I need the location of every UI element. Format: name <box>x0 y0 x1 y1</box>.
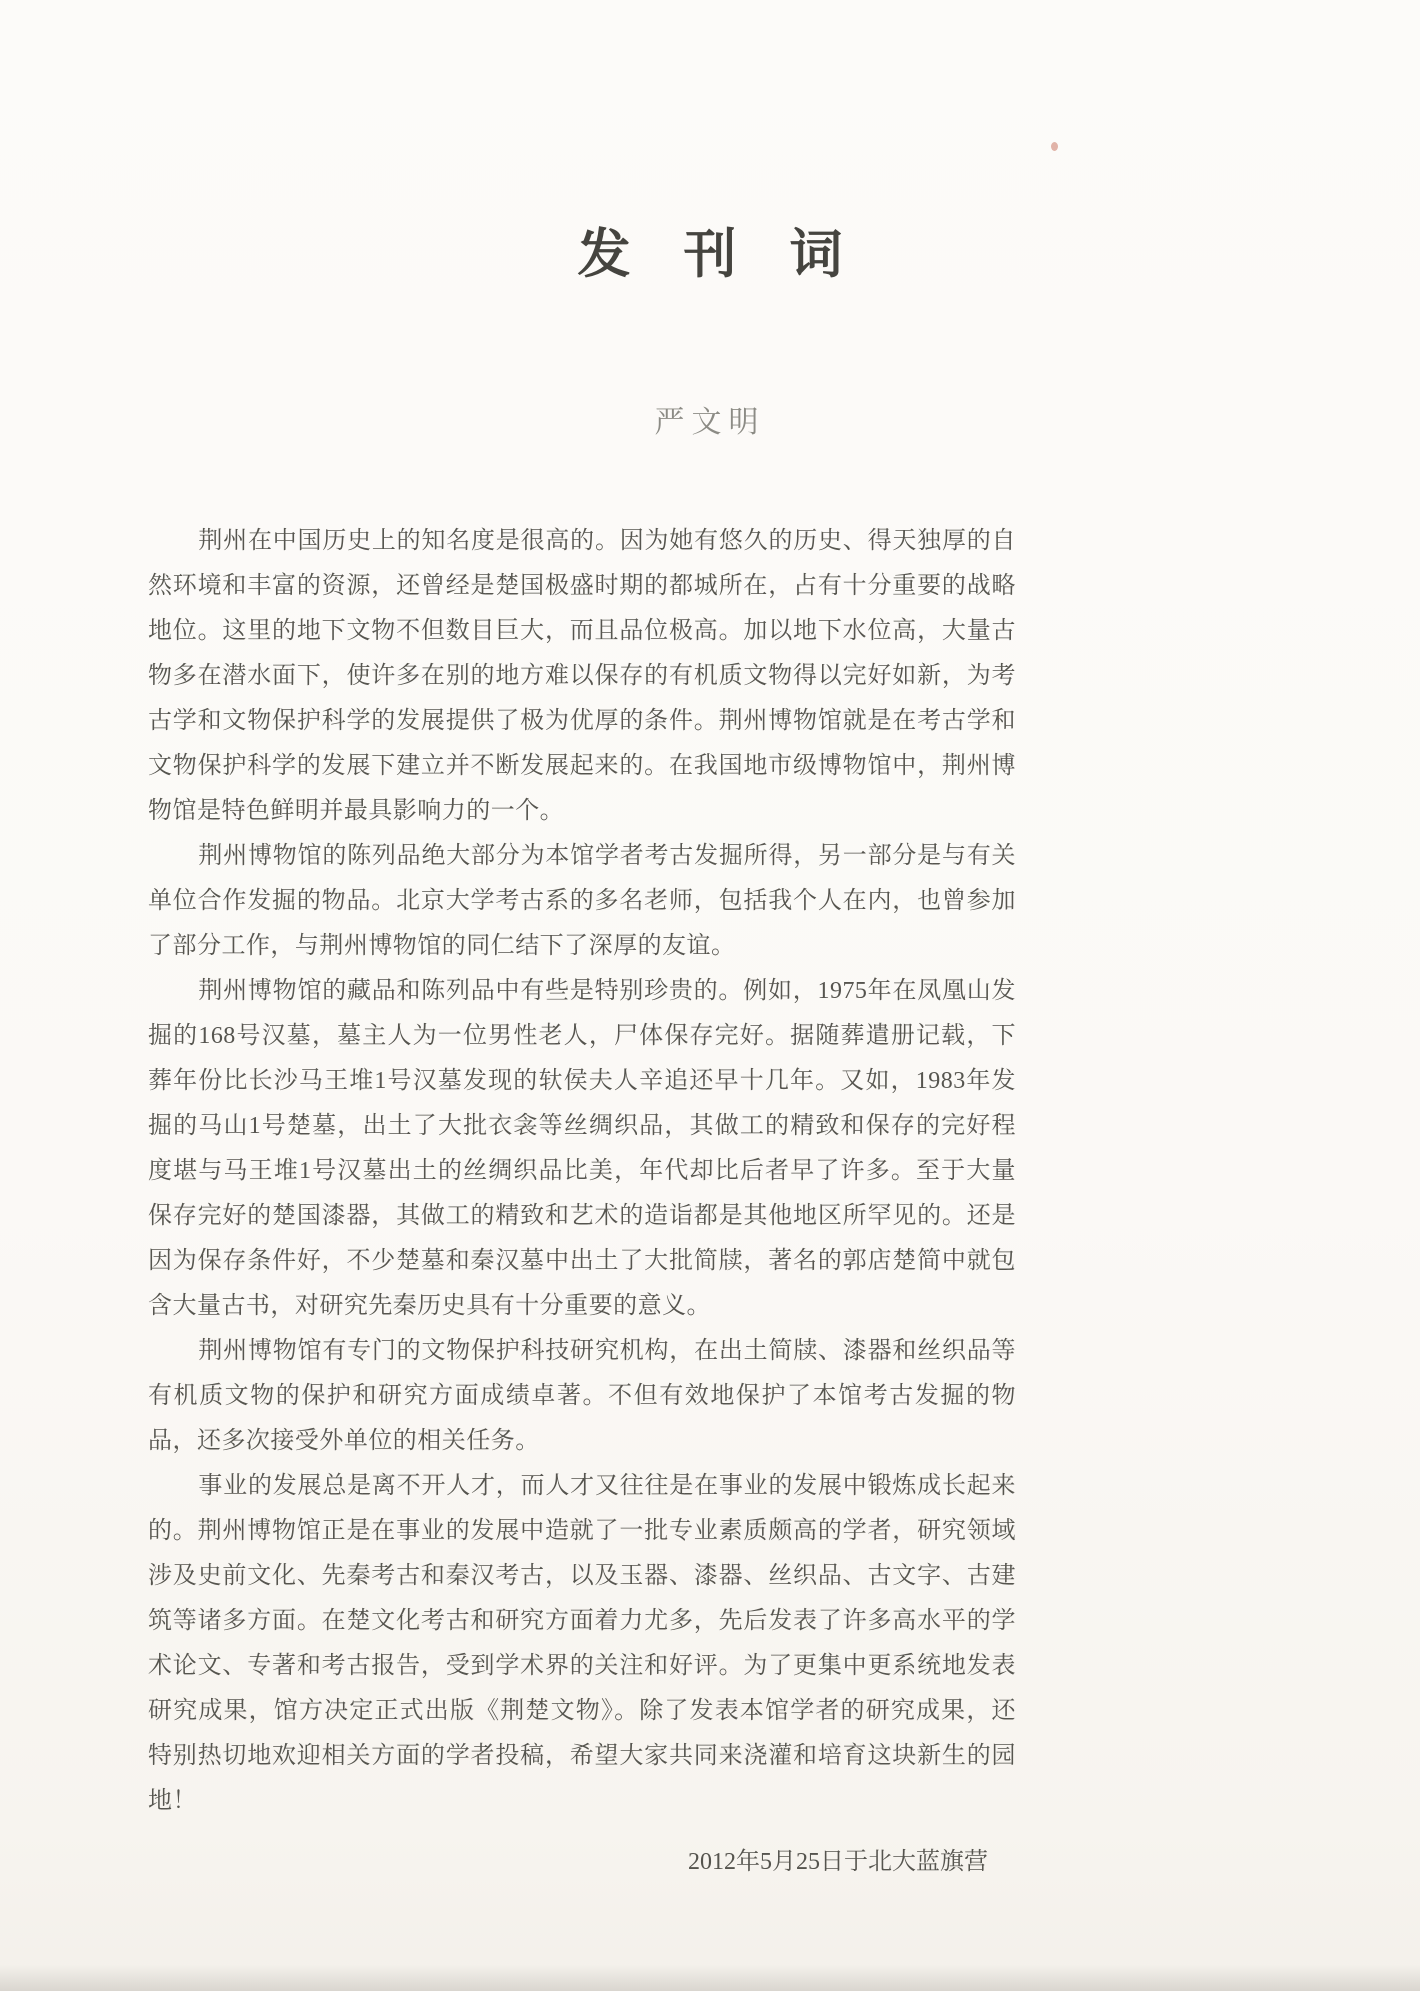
body-paragraph-4: 荆州博物馆有专门的文物保护科技研究机构，在出土简牍、漆器和丝织品等有机质文物的保护和研究方面成绩卓著。不但有效地保护了本馆考古发掘的物品，还多次接受外单位的相关任务。 <box>148 1338 1016 1454</box>
author-name: 严文明 <box>654 406 766 439</box>
page-title: 发 刊 词 <box>577 226 843 284</box>
body-paragraph-1: 荆州在中国历史上的知名度是很高的。因为她有悠久的历史、得天独厚的自然环境和丰富的资源，还曾经是楚国极盛时期的都城所在，占有十分重要的战略地位。这里的地下文物不但数目巨大，而且品位极高。加以地下水位高，大量古物多在潜水面下，使许多在别的地方难以保存的有机质文物得以完好如新，为考古学和文物保护科学的发展提供了极为优厚的条件。荆州博物馆就是在考古学和文物保护科学的发展下建立并不断发展起来的。在我国地市级博物馆中，荆州博物馆是特色鲜明并最具影响力的一个。 <box>148 528 1016 824</box>
scan-artifact-dot <box>1051 142 1058 151</box>
body-paragraph-2: 荆州博物馆的陈列品绝大部分为本馆学者考古发掘所得，另一部分是与有关单位合作发掘的物品。北京大学考古系的多名老师，包括我个人在内，也曾参加了部分工作，与荆州博物馆的同仁结下了深厚的友谊。 <box>148 843 1016 959</box>
body-paragraph-3: 荆州博物馆的藏品和陈列品中有些是特别珍贵的。例如，1975年在凤凰山发掘的168号汉墓，墓主人为一位男性老人，尸体保存完好。据随葬遣册记载，下葬年份比长沙马王堆1号汉墓发现的轪侯夫人辛追还早十几年。又如，1983年发掘的马山1号楚墓，出土了大批衣衾等丝绸织品，其做工的精致和保存的完好程度堪与马王堆1号汉墓出土的丝绸织品比美，年代却比后者早了许多。至于大量保存完好的楚国漆器，其做工的精致和艺术的造诣都是其他地区所罕见的。还是因为保存条件好，不少楚墓和秦汉墓中出土了大批简牍，著名的郭店楚简中就包含大量古书，对研究先秦历史具有十分重要的意义。 <box>148 978 1016 1319</box>
page-bottom-edge <box>0 1965 1420 1991</box>
document-body <box>148 519 1016 1824</box>
dateline: 2012年5月25日于北大蓝旗营 <box>688 1849 988 1875</box>
body-paragraph-5: 事业的发展总是离不开人才，而人才又往往是在事业的发展中锻炼成长起来的。荆州博物馆正是在事业的发展中造就了一批专业素质颇高的学者，研究领域涉及史前文化、先秦考古和秦汉考古，以及玉器、漆器、丝织品、古文字、古建筑等诸多方面。在楚文化考古和研究方面着力尤多，先后发表了许多高水平的学术论文、专著和考古报告，受到学术界的关注和好评。为了更集中更系统地发表研究成果，馆方决定正式出版《荆楚文物》。除了发表本馆学者的研究成果，还特别热切地欢迎相关方面的学者投稿，希望大家共同来浇灌和培育这块新生的园地！ <box>148 1473 1016 1814</box>
